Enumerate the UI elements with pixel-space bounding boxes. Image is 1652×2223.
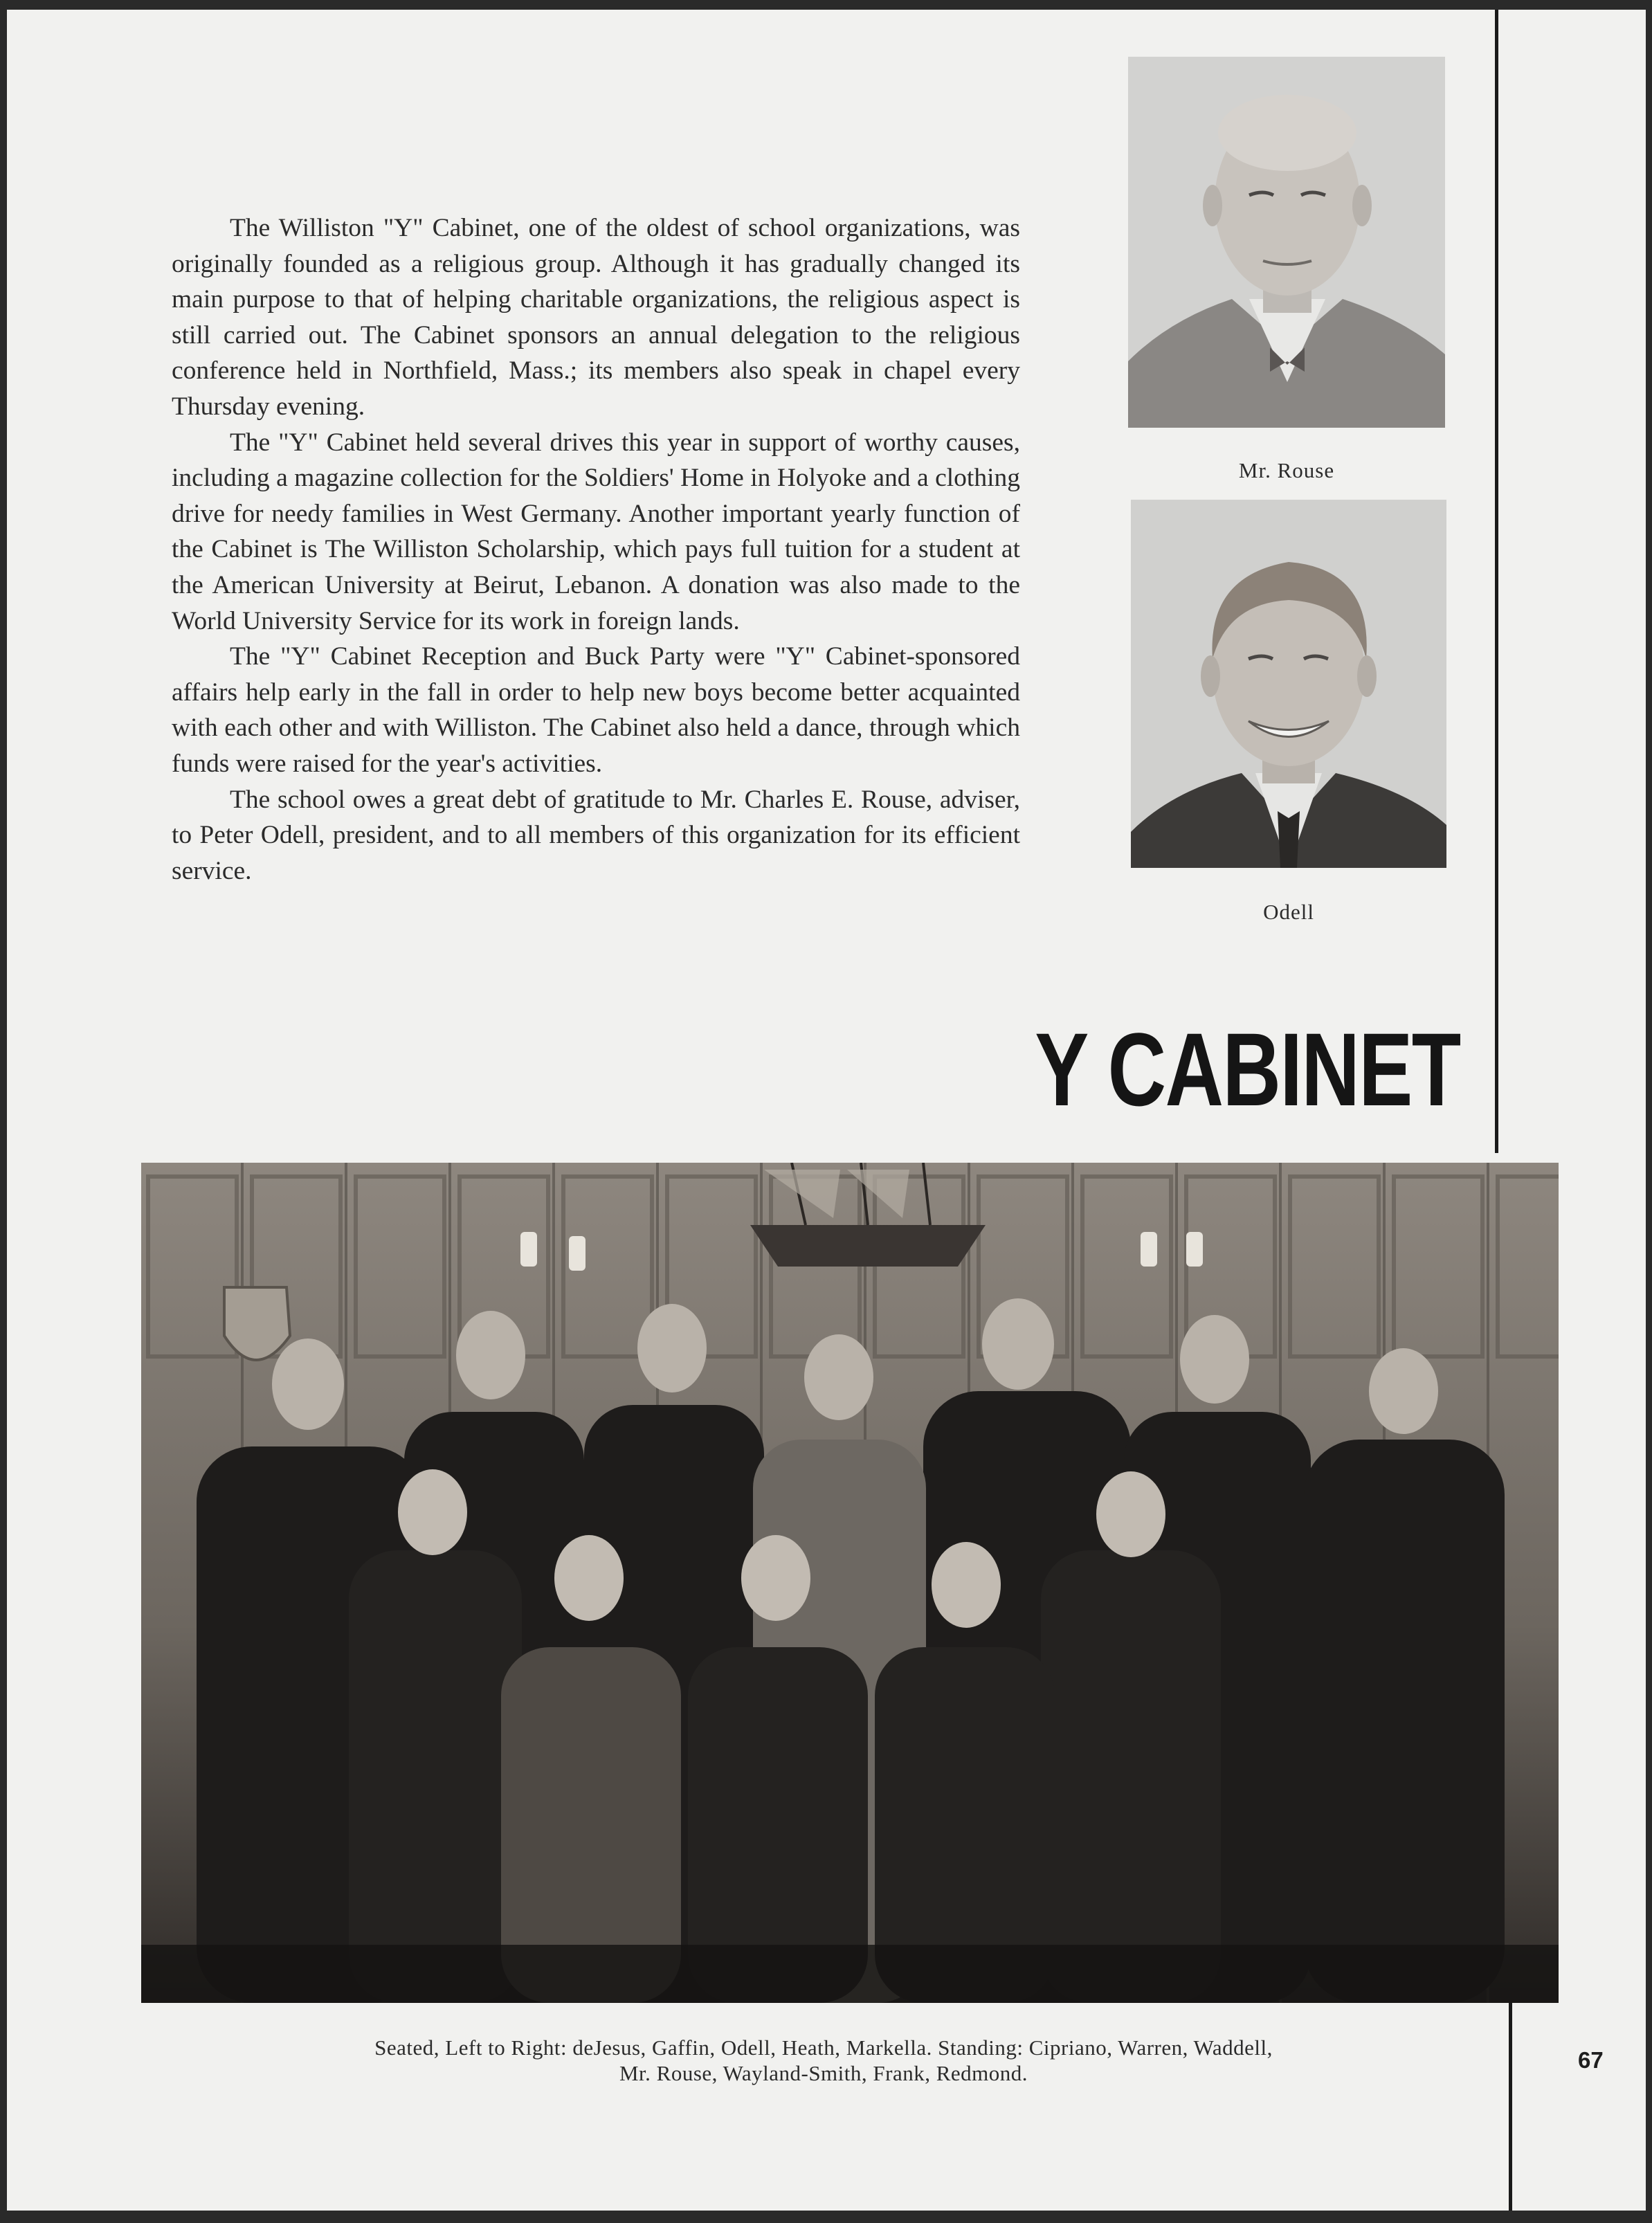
portrait-photo-rouse	[1128, 57, 1445, 428]
page-number: 67	[1578, 2047, 1604, 2073]
article-body	[172, 210, 1020, 889]
group-photo-illustration	[141, 1163, 1559, 2003]
article-paragraph: The Williston "Y" Cabinet, one of the oldest of school organizations, was originally founded as a religious group. Although it has gradually changed its main purpose to that of helping charitable organizations, the religious aspect is still carried out. The Cabinet sponsors an annual delegation to the religious conference held in Northfield, Mass.; its members also speak in chapel every Thursday evening.	[172, 214, 1020, 421]
group-photo	[141, 1163, 1559, 2003]
article-paragraph: The "Y" Cabinet Reception and Buck Party were "Y" Cabinet-sponsored affairs help early in the fall in order to help new boys become better acquainted with each other and with Williston. The Cabinet also held a dance, through which funds were raised for the year's activities.	[172, 642, 1020, 778]
article-paragraph: The "Y" Cabinet held several drives this year in support of worthy causes, including a magazine collection for the Soldiers' Home in Holyoke and a clothing drive for needy families in West Germany. Another important yearly function of the Cabinet is The Williston Scholarship, which pays full tuition for a student at the American University at Beirut, Lebanon. A donation was also made to the World University Service for its work in foreign lands.	[172, 428, 1020, 635]
portrait-caption-rouse: Mr. Rouse	[1238, 458, 1335, 482]
portrait-illustration	[1131, 500, 1446, 868]
portrait-illustration	[1128, 57, 1445, 428]
right-vertical-rule-lower	[1509, 2003, 1512, 2215]
group-photo-caption	[187, 2035, 1460, 2086]
article-paragraph: The school owes a great debt of gratitude to Mr. Charles E. Rouse, adviser, to Peter Odell, president, and to all members of this organization for its efficient service.	[172, 785, 1020, 885]
portrait-photo-odell	[1131, 500, 1446, 868]
section-heading: Y CABINET	[1035, 1011, 1460, 1127]
portrait-caption-odell: Odell	[1263, 900, 1314, 924]
bottom-rule	[7, 2211, 1646, 2215]
yearbook-page	[7, 10, 1646, 2215]
right-vertical-rule-upper	[1495, 10, 1498, 1153]
group-caption-line: Mr. Rouse, Wayland-Smith, Frank, Redmond.	[619, 2061, 1028, 2085]
group-caption-line: Seated, Left to Right: deJesus, Gaffin, Odell, Heath, Markella. Standing: Cipriano, Warren, Waddell,	[374, 2035, 1273, 2060]
